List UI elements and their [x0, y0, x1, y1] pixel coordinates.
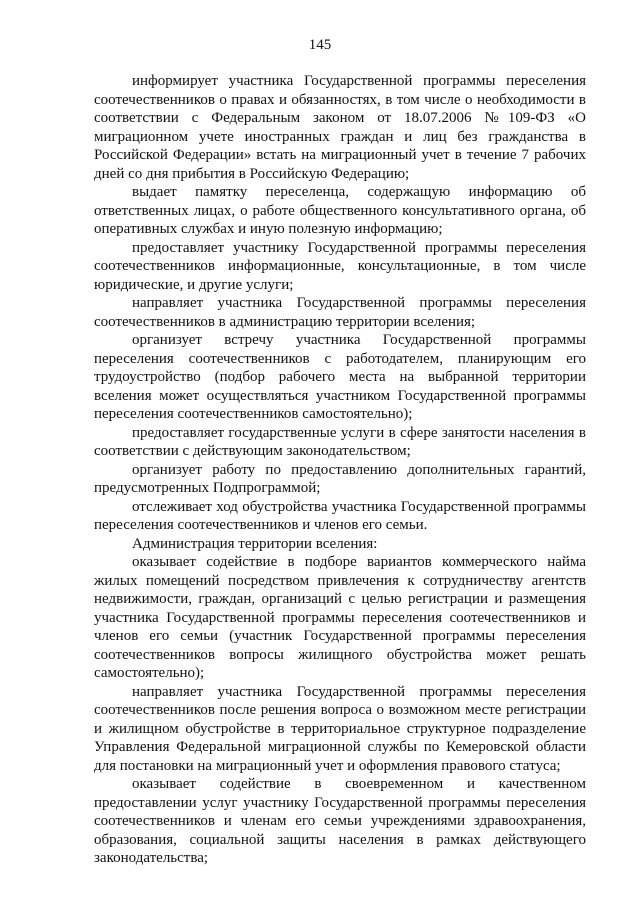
- paragraph: отслеживает ход обустройства участника Государственной программы переселения соотечественников и членов его семьи.: [94, 498, 586, 533]
- paragraph: оказывает содействие в своевременном и качественном предоставлении услуг участнику Государственной программы переселения соотечественников и членам его семьи учреждениями здравоохранения, образования, социальной защиты населения в рамках действующего законодательства;: [94, 776, 586, 866]
- paragraph: информирует участника Государственной программы переселения соотечественников о правах и обязанностях, в том числе о необходимости в соответствии с Федеральным законом от 18.07.2006 №109-ФЗ «О миграционном учете иностранных граждан и лиц без гражданства в Российской Федерации» встать на миграционный учет в течение 7 рабочих дней со дня прибытия в Российскую Федерацию;: [94, 73, 586, 182]
- paragraph: оказывает содействие в подборе вариантов коммерческого найма жилых помещений посредством привлечения к сотрудничеству агентств недвижимости, граждан, организаций с целью регистрации и размещения участника Государственной программы переселения соотечественников и членов его семьи (участник Государственной программы переселения соотечественников вопросы жилищного обустройства может решать самостоятельно);: [94, 554, 586, 681]
- document-body: [94, 72, 586, 868]
- page-number: 145: [308, 37, 332, 53]
- paragraph: предоставляет государственные услуги в сфере занятости населения в соответствии с действующим законодательством;: [94, 424, 586, 459]
- paragraph: предоставляет участнику Государственной программы переселения соотечественников информационные, консультационные, в том числе юридические, и другие услуги;: [94, 239, 586, 293]
- paragraph: организует встречу участника Государственной программы переселения соотечественников с работодателем, планирующим его трудоустройство (подбор рабочего места на выбранной территории вселения может осуществляться участником Государственной программы переселения соотечественников самостоятельно);: [94, 332, 586, 422]
- paragraph: организует работу по предоставлению дополнительных гарантий, предусмотренных Подпрограммой;: [94, 461, 586, 496]
- paragraph: выдает памятку переселенца, содержащую информацию об ответственных лицах, о работе общественного консультативного органа, об оперативных службах и иную полезную информацию;: [94, 184, 586, 237]
- paragraph: направляет участника Государственной программы переселения соотечественников в администрацию территории вселения;: [94, 295, 586, 330]
- paragraph: направляет участника Государственной программы переселения соотечественников после решения вопроса о возможном месте регистрации и жилищном обустройстве в территориальное структурное подразделение Управления Федеральной миграционной службы по Кемеровской области для постановки на миграционный учет и оформления правового статуса;: [94, 683, 586, 774]
- section-heading-paragraph: Администрация территории вселения:: [132, 535, 378, 552]
